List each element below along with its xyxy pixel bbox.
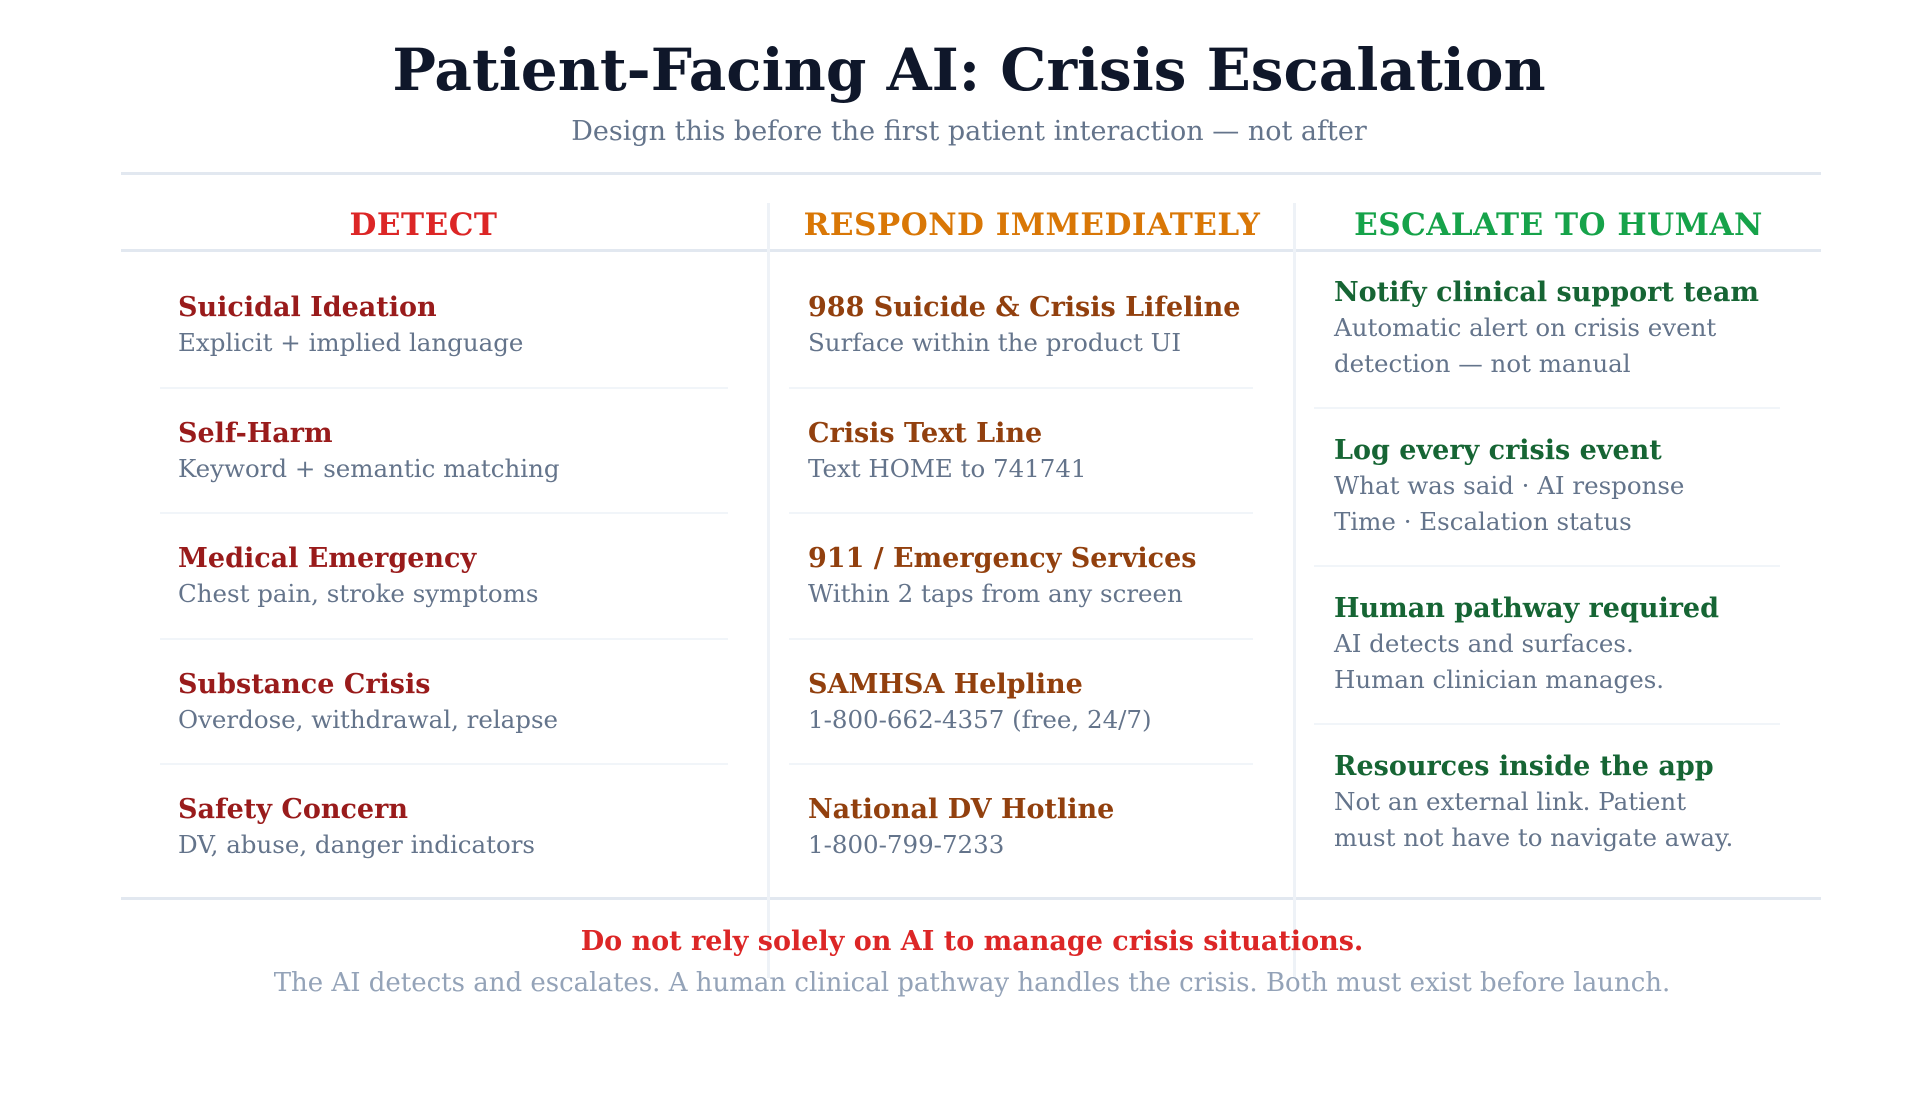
detect-item-suicidal-ideation (178, 291, 523, 361)
item-title: Safety Concern (178, 794, 408, 825)
escalate-item-resources-in-app (1334, 750, 1733, 856)
item-description: Not an external link. Patient (1334, 787, 1687, 816)
column-divider-2 (1293, 203, 1296, 978)
item-title: Crisis Text Line (808, 418, 1043, 449)
detect-item-self-harm (178, 417, 560, 487)
bottom-divider (121, 897, 1821, 900)
item-title: Self-Harm (178, 418, 333, 449)
item-description: 1-800-799-7233 (808, 830, 1005, 859)
item-title: Log every crisis event (1334, 435, 1662, 466)
item-title: 988 Suicide & Crisis Lifeline (808, 292, 1241, 323)
item-description: Explicit + implied language (178, 328, 524, 357)
row-separator (789, 387, 1253, 389)
row-separator (160, 512, 728, 514)
respond-item-911 (808, 542, 1196, 612)
item-title: 911 / Emergency Services (808, 543, 1197, 574)
column-header-respond: RESPOND IMMEDIATELY (803, 207, 1261, 243)
item-description: Overdose, withdrawal, relapse (178, 705, 559, 734)
item-description: must not have to navigate away. (1334, 823, 1734, 852)
row-separator (789, 512, 1253, 514)
item-description: Human clinician manages. (1334, 665, 1665, 694)
footer-warning: Do not rely solely on AI to manage crisis situations. (580, 926, 1364, 957)
header-divider (121, 249, 1821, 252)
respond-item-samhsa (808, 668, 1152, 738)
item-title: Resources inside the app (1334, 751, 1714, 782)
top-divider (121, 172, 1821, 175)
row-separator (789, 638, 1253, 640)
footer-note: The AI detects and escalates. A human clinical pathway handles the crisis. Both must exist before launch. (273, 968, 1671, 998)
column-divider-1 (767, 203, 770, 978)
respond-item-988-lifeline (808, 291, 1240, 361)
item-title: Suicidal Ideation (178, 292, 437, 323)
escalate-item-human-pathway (1334, 592, 1719, 698)
column-header-detect: DETECT (349, 207, 498, 243)
item-description: Text HOME to 741741 (808, 454, 1087, 483)
item-description: detection — not manual (1334, 349, 1631, 378)
item-title: National DV Hotline (808, 794, 1115, 825)
row-separator (160, 638, 728, 640)
item-description: 1-800-662-4357 (free, 24/7) (808, 705, 1152, 734)
item-title: Substance Crisis (178, 669, 431, 700)
respond-item-crisis-text-line (808, 417, 1087, 487)
item-description: Automatic alert on crisis event (1334, 313, 1717, 342)
row-separator (1314, 565, 1780, 567)
item-description: What was said · AI response (1334, 471, 1685, 500)
item-title: Medical Emergency (178, 543, 477, 574)
item-title: Human pathway required (1334, 593, 1719, 624)
item-description: DV, abuse, danger indicators (178, 830, 536, 859)
column-header-escalate: ESCALATE TO HUMAN (1354, 207, 1763, 243)
detect-item-substance-crisis (178, 668, 558, 738)
detect-item-safety-concern (178, 793, 535, 863)
detect-item-medical-emergency (178, 542, 538, 612)
item-description: Chest pain, stroke symptoms (178, 579, 539, 608)
escalate-item-notify-team (1334, 276, 1759, 382)
item-description: Keyword + semantic matching (178, 454, 560, 483)
item-description: Within 2 taps from any screen (808, 579, 1183, 608)
respond-item-dv-hotline (808, 793, 1114, 863)
item-title: Notify clinical support team (1334, 277, 1759, 308)
escalate-item-log-events (1334, 434, 1684, 540)
item-description: Time · Escalation status (1334, 507, 1632, 536)
row-separator (1314, 407, 1780, 409)
page-subtitle: Design this before the first patient interaction — not after (571, 116, 1367, 147)
row-separator (160, 387, 728, 389)
row-separator (789, 763, 1253, 765)
item-description: Surface within the product UI (808, 328, 1181, 357)
row-separator (160, 763, 728, 765)
row-separator (1314, 723, 1780, 725)
item-title: SAMHSA Helpline (808, 669, 1083, 700)
item-description: AI detects and surfaces. (1334, 629, 1634, 658)
page-title: Patient-Facing AI: Crisis Escalation (392, 36, 1546, 104)
